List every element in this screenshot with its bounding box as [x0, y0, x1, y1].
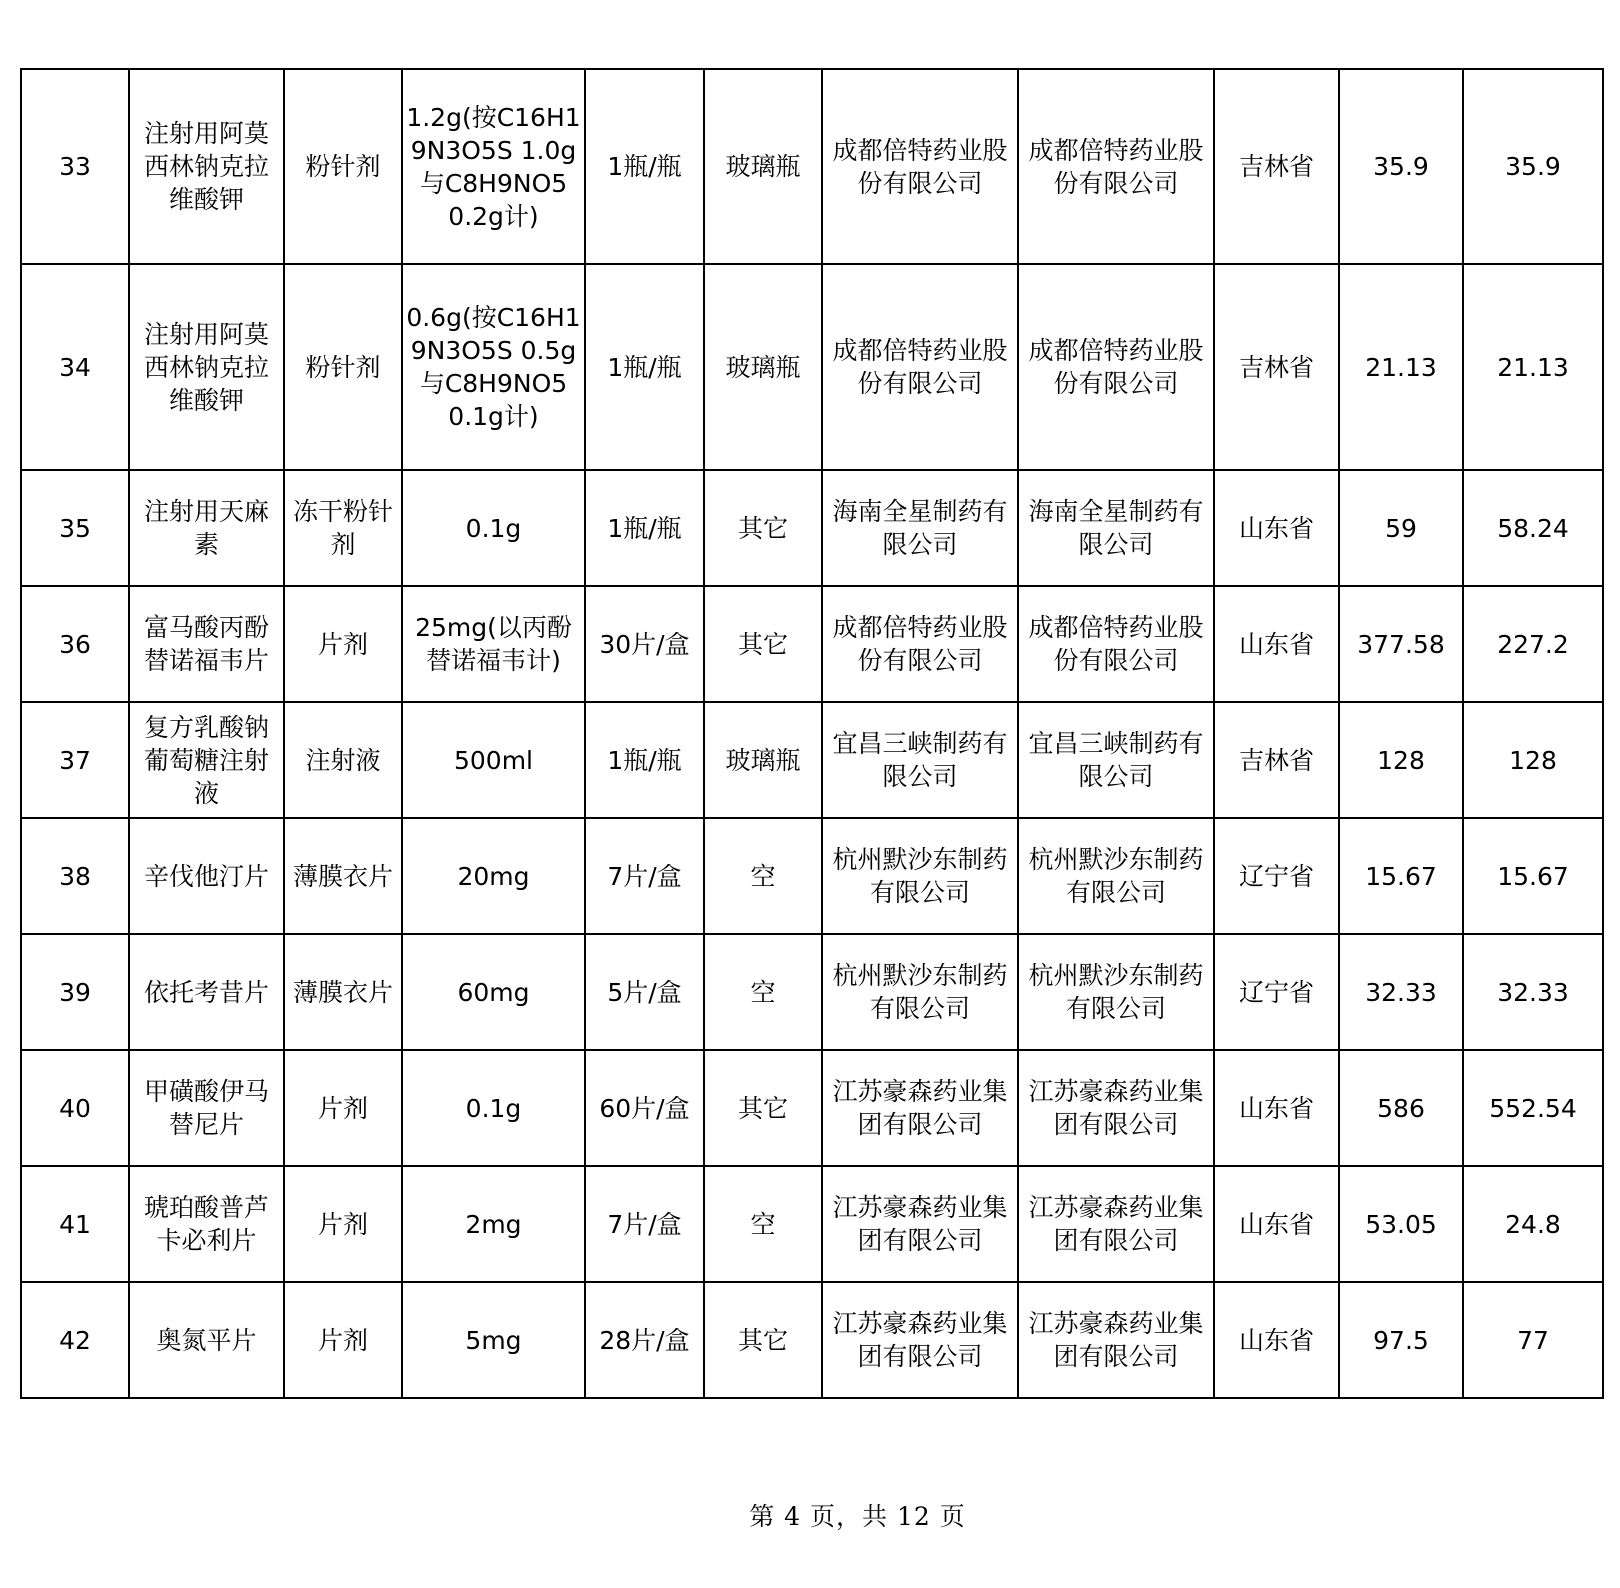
drug-price-table	[20, 68, 1604, 1399]
table-row	[21, 586, 1603, 702]
cell-form: 片剂	[284, 1050, 402, 1166]
cell-company2: 海南全星制药有限公司	[1018, 470, 1214, 586]
cell-pack: 1瓶/瓶	[585, 69, 704, 264]
cell-company1: 成都倍特药业股份有限公司	[822, 264, 1018, 470]
cell-province: 山东省	[1214, 586, 1339, 702]
cell-material: 空	[704, 934, 822, 1050]
cell-pack: 1瓶/瓶	[585, 470, 704, 586]
cell-form: 粉针剂	[284, 69, 402, 264]
cell-no: 41	[21, 1166, 129, 1282]
cell-name: 辛伐他汀片	[129, 818, 284, 934]
cell-form: 注射液	[284, 702, 402, 818]
cell-price2: 552.54	[1463, 1050, 1603, 1166]
cell-company1: 成都倍特药业股份有限公司	[822, 69, 1018, 264]
cell-price2: 77	[1463, 1282, 1603, 1398]
cell-company2: 成都倍特药业股份有限公司	[1018, 69, 1214, 264]
cell-province: 山东省	[1214, 1282, 1339, 1398]
cell-spec: 0.1g	[402, 470, 585, 586]
cell-no: 40	[21, 1050, 129, 1166]
cell-company2: 江苏豪森药业集团有限公司	[1018, 1282, 1214, 1398]
cell-form: 粉针剂	[284, 264, 402, 470]
cell-company2: 成都倍特药业股份有限公司	[1018, 586, 1214, 702]
footer-prefix: 第	[749, 1502, 776, 1531]
cell-price1: 586	[1339, 1050, 1463, 1166]
cell-company1: 宜昌三峡制药有限公司	[822, 702, 1018, 818]
cell-province: 山东省	[1214, 1050, 1339, 1166]
cell-spec: 5mg	[402, 1282, 585, 1398]
table-row	[21, 264, 1603, 470]
cell-spec: 25mg(以丙酚替诺福韦计)	[402, 586, 585, 702]
cell-province: 山东省	[1214, 1166, 1339, 1282]
cell-price1: 377.58	[1339, 586, 1463, 702]
cell-material: 其它	[704, 1050, 822, 1166]
table-row	[21, 1050, 1603, 1166]
cell-form: 薄膜衣片	[284, 934, 402, 1050]
cell-price2: 24.8	[1463, 1166, 1603, 1282]
cell-spec: 60mg	[402, 934, 585, 1050]
cell-name: 琥珀酸普芦卡必利片	[129, 1166, 284, 1282]
cell-company1: 江苏豪森药业集团有限公司	[822, 1166, 1018, 1282]
cell-price2: 128	[1463, 702, 1603, 818]
cell-material: 空	[704, 1166, 822, 1282]
cell-no: 33	[21, 69, 129, 264]
cell-spec: 0.1g	[402, 1050, 585, 1166]
cell-name: 依托考昔片	[129, 934, 284, 1050]
cell-company1: 海南全星制药有限公司	[822, 470, 1018, 586]
cell-form: 薄膜衣片	[284, 818, 402, 934]
cell-price1: 128	[1339, 702, 1463, 818]
cell-material: 玻璃瓶	[704, 69, 822, 264]
table-row	[21, 69, 1603, 264]
cell-company2: 杭州默沙东制药有限公司	[1018, 818, 1214, 934]
cell-pack: 1瓶/瓶	[585, 702, 704, 818]
cell-name: 奥氮平片	[129, 1282, 284, 1398]
cell-name: 富马酸丙酚替诺福韦片	[129, 586, 284, 702]
table-row	[21, 934, 1603, 1050]
footer-total-pages: 12	[897, 1502, 931, 1531]
cell-price2: 15.67	[1463, 818, 1603, 934]
cell-price1: 21.13	[1339, 264, 1463, 470]
cell-material: 其它	[704, 470, 822, 586]
cell-pack: 60片/盒	[585, 1050, 704, 1166]
cell-province: 辽宁省	[1214, 818, 1339, 934]
cell-province: 吉林省	[1214, 702, 1339, 818]
page-footer	[0, 1497, 1620, 1533]
cell-spec: 0.6g(按C16H19N3O5S 0.5g与C8H9NO5 0.1g计)	[402, 264, 585, 470]
cell-company2: 宜昌三峡制药有限公司	[1018, 702, 1214, 818]
cell-form: 片剂	[284, 1282, 402, 1398]
cell-form: 片剂	[284, 586, 402, 702]
cell-pack: 7片/盒	[585, 1166, 704, 1282]
table-row	[21, 702, 1603, 818]
cell-price1: 32.33	[1339, 934, 1463, 1050]
cell-pack: 1瓶/瓶	[585, 264, 704, 470]
table-row	[21, 1282, 1603, 1398]
cell-company1: 成都倍特药业股份有限公司	[822, 586, 1018, 702]
cell-price2: 35.9	[1463, 69, 1603, 264]
cell-spec: 2mg	[402, 1166, 585, 1282]
cell-material: 其它	[704, 586, 822, 702]
cell-no: 38	[21, 818, 129, 934]
cell-price2: 32.33	[1463, 934, 1603, 1050]
cell-no: 42	[21, 1282, 129, 1398]
cell-price2: 227.2	[1463, 586, 1603, 702]
cell-pack: 28片/盒	[585, 1282, 704, 1398]
cell-company2: 杭州默沙东制药有限公司	[1018, 934, 1214, 1050]
cell-no: 36	[21, 586, 129, 702]
cell-price1: 53.05	[1339, 1166, 1463, 1282]
cell-company1: 江苏豪森药业集团有限公司	[822, 1050, 1018, 1166]
cell-company2: 江苏豪森药业集团有限公司	[1018, 1050, 1214, 1166]
cell-no: 39	[21, 934, 129, 1050]
table-row	[21, 818, 1603, 934]
cell-no: 34	[21, 264, 129, 470]
cell-province: 山东省	[1214, 470, 1339, 586]
cell-price1: 35.9	[1339, 69, 1463, 264]
table-body	[21, 69, 1603, 1398]
cell-province: 吉林省	[1214, 264, 1339, 470]
cell-province: 吉林省	[1214, 69, 1339, 264]
footer-page-number: 4	[784, 1502, 802, 1531]
cell-pack: 7片/盒	[585, 818, 704, 934]
cell-name: 甲磺酸伊马替尼片	[129, 1050, 284, 1166]
cell-form: 冻干粉针剂	[284, 470, 402, 586]
cell-pack: 5片/盒	[585, 934, 704, 1050]
cell-material: 玻璃瓶	[704, 702, 822, 818]
cell-price1: 97.5	[1339, 1282, 1463, 1398]
cell-name: 复方乳酸钠葡萄糖注射液	[129, 702, 284, 818]
cell-form: 片剂	[284, 1166, 402, 1282]
cell-spec: 500ml	[402, 702, 585, 818]
cell-pack: 30片/盒	[585, 586, 704, 702]
table-row	[21, 470, 1603, 586]
cell-name: 注射用阿莫西林钠克拉维酸钾	[129, 264, 284, 470]
footer-middle: 页，共	[810, 1502, 889, 1531]
cell-company1: 杭州默沙东制药有限公司	[822, 934, 1018, 1050]
cell-no: 37	[21, 702, 129, 818]
cell-price2: 58.24	[1463, 470, 1603, 586]
cell-price1: 59	[1339, 470, 1463, 586]
table-row	[21, 1166, 1603, 1282]
cell-company1: 江苏豪森药业集团有限公司	[822, 1282, 1018, 1398]
cell-price2: 21.13	[1463, 264, 1603, 470]
cell-company1: 杭州默沙东制药有限公司	[822, 818, 1018, 934]
cell-company2: 成都倍特药业股份有限公司	[1018, 264, 1214, 470]
cell-company2: 江苏豪森药业集团有限公司	[1018, 1166, 1214, 1282]
cell-province: 辽宁省	[1214, 934, 1339, 1050]
footer-suffix: 页	[939, 1502, 966, 1531]
cell-name: 注射用阿莫西林钠克拉维酸钾	[129, 69, 284, 264]
cell-material: 空	[704, 818, 822, 934]
cell-spec: 1.2g(按C16H19N3O5S 1.0g与C8H9NO5 0.2g计)	[402, 69, 585, 264]
cell-name: 注射用天麻素	[129, 470, 284, 586]
cell-no: 35	[21, 470, 129, 586]
cell-price1: 15.67	[1339, 818, 1463, 934]
cell-material: 其它	[704, 1282, 822, 1398]
cell-material: 玻璃瓶	[704, 264, 822, 470]
cell-spec: 20mg	[402, 818, 585, 934]
